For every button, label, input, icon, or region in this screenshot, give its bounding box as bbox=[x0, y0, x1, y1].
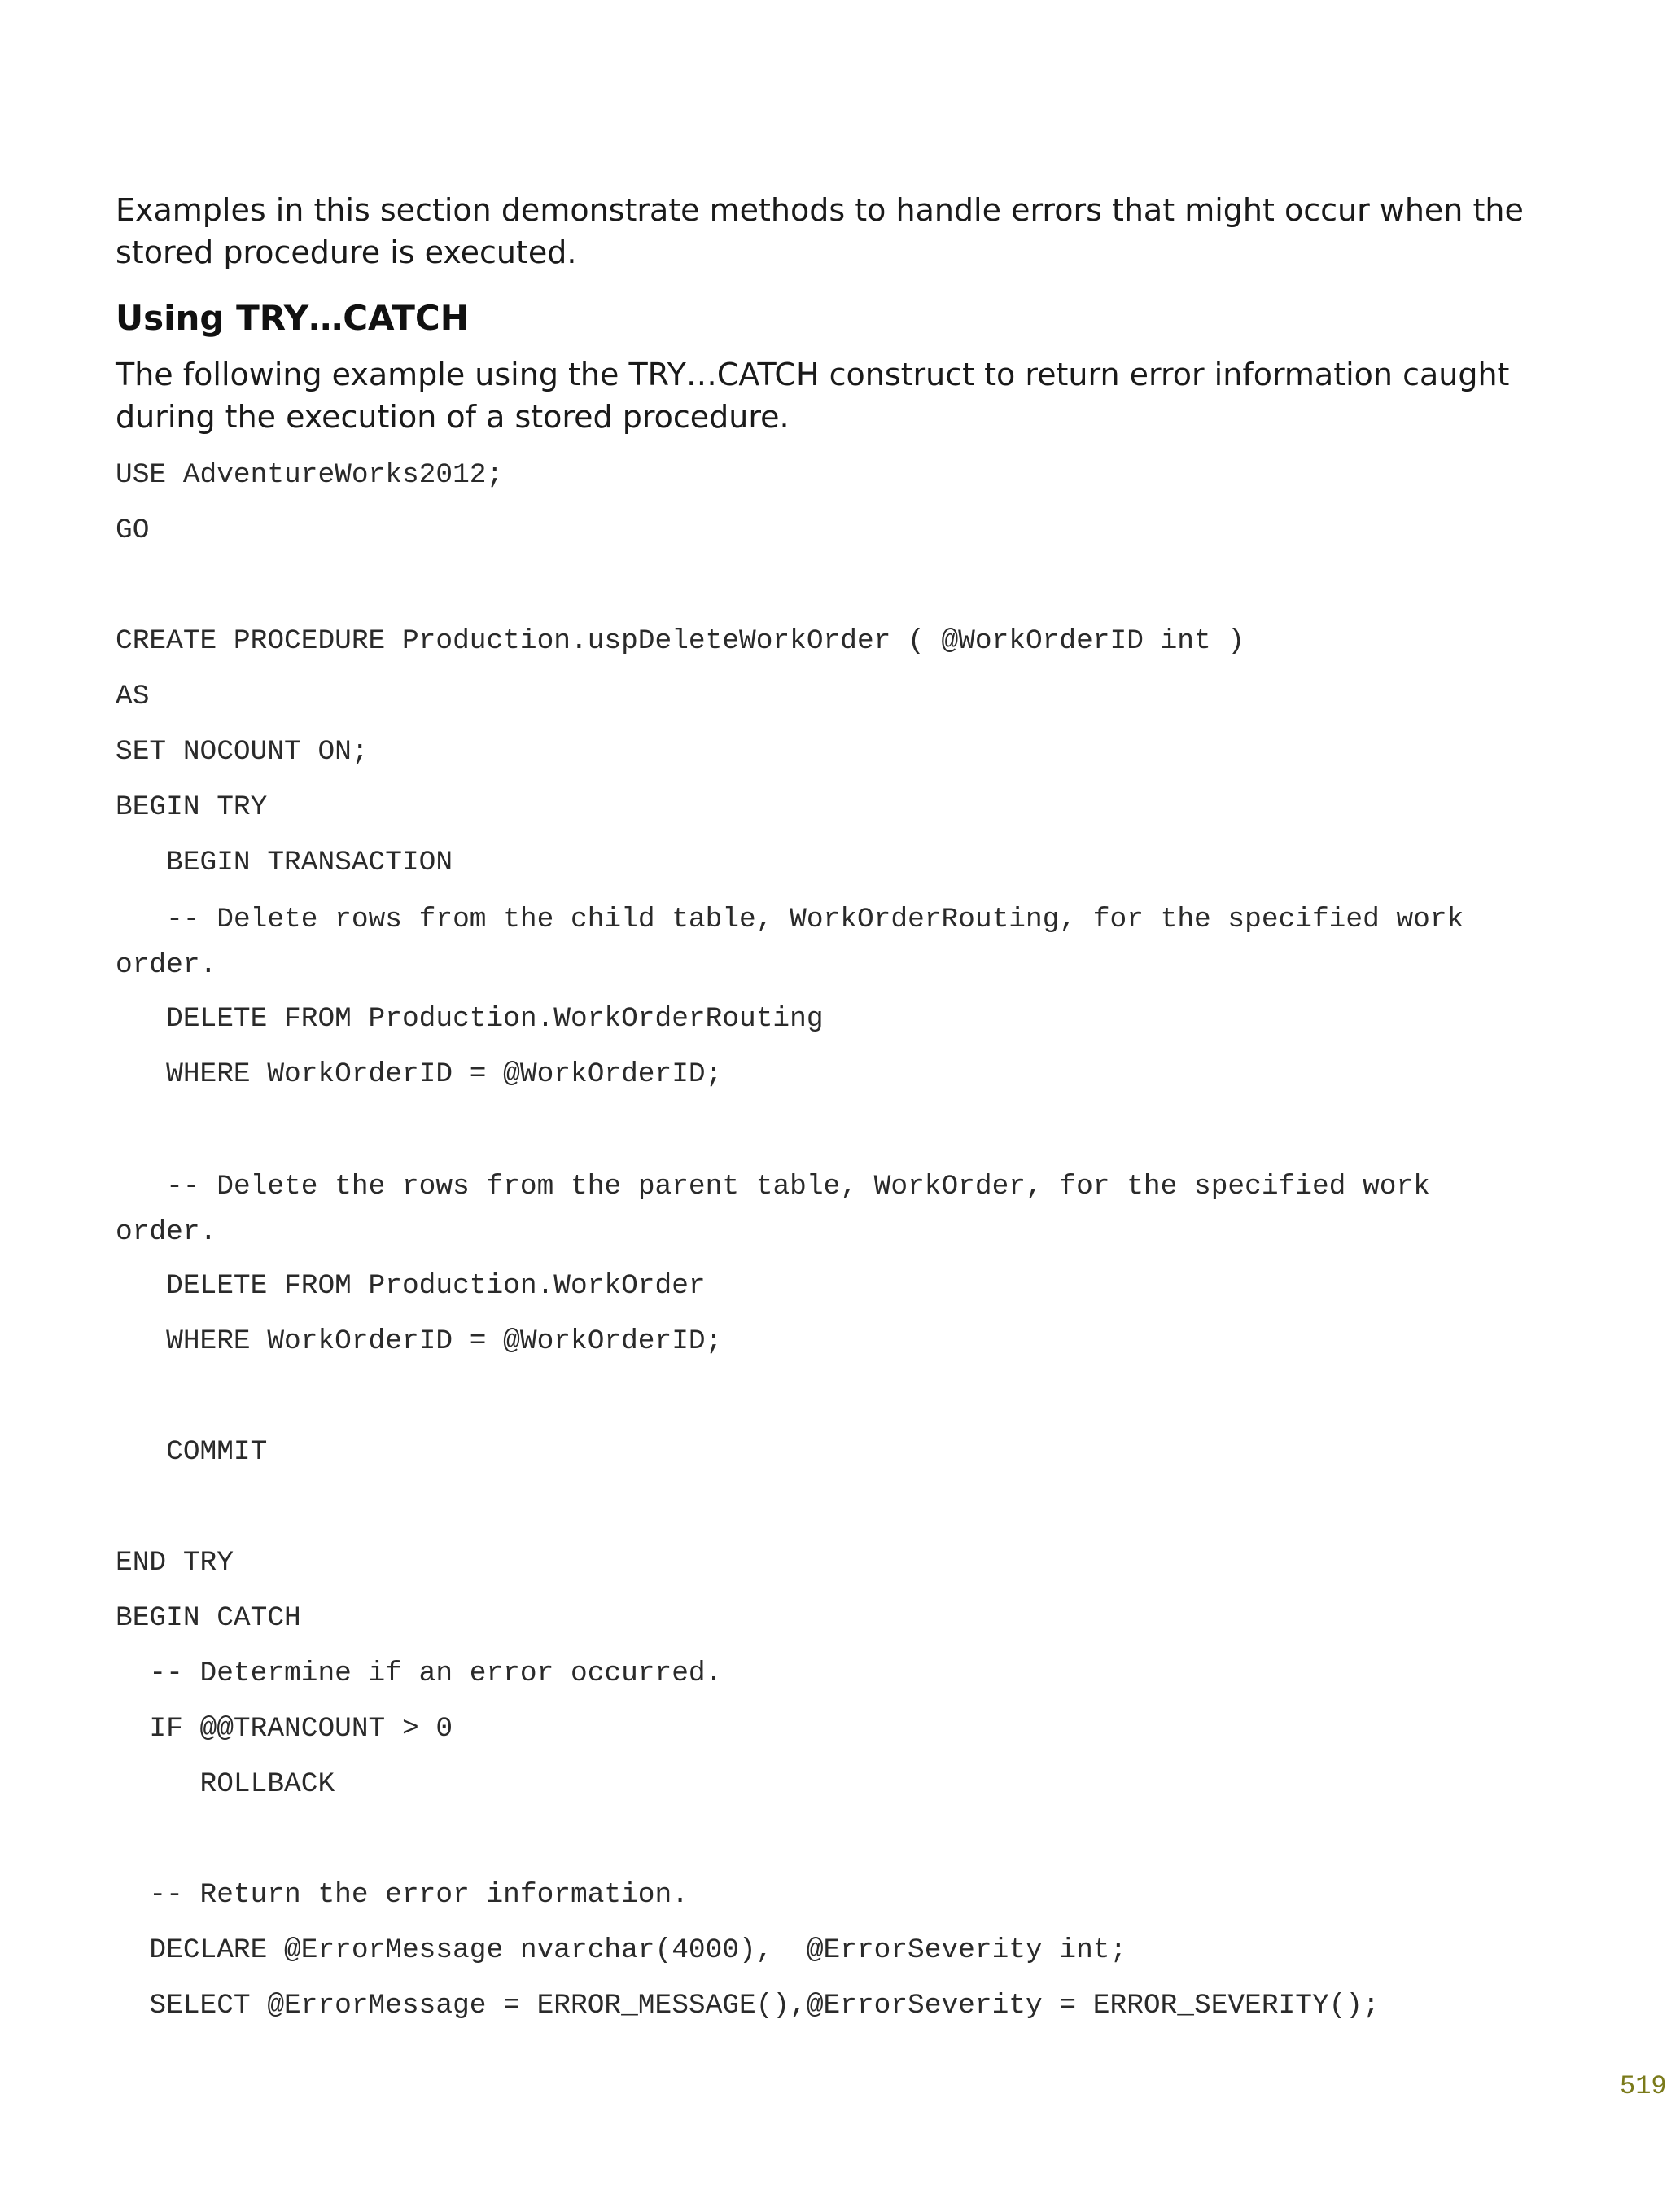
page-number: 519 bbox=[1620, 2071, 1667, 2101]
description-paragraph: The following example using the TRY…CATCH construct to return error information caught during the execution of a stored procedure. bbox=[116, 357, 1510, 435]
document-page bbox=[116, 0, 1667, 2212]
code-line: DELETE FROM Production.WorkOrderRouting bbox=[116, 1003, 824, 1035]
code-line: -- Return the error information. bbox=[116, 1879, 689, 1911]
code-line: GO bbox=[116, 515, 150, 546]
code-line: COMMIT bbox=[116, 1436, 268, 1468]
code-line: CREATE PROCEDURE Production.uspDeleteWorkOrder ( @WorkOrderID int ) bbox=[116, 625, 1245, 657]
code-line: BEGIN TRY bbox=[116, 791, 268, 823]
code-line bbox=[116, 565, 1548, 620]
code-line: DECLARE @ErrorMessage nvarchar(4000), @ErrorSeverity int; bbox=[116, 1934, 1127, 1966]
code-line: DELETE FROM Production.WorkOrder bbox=[116, 1270, 706, 1302]
intro-paragraph: Examples in this section demonstrate methods to handle errors that might occur when the stored procedure is executed. bbox=[116, 192, 1524, 270]
code-line: BEGIN CATCH bbox=[116, 1602, 301, 1634]
section-heading: Using TRY…CATCH bbox=[116, 298, 469, 338]
code-line: IF @@TRANCOUNT > 0 bbox=[116, 1713, 453, 1745]
code-line: BEGIN TRANSACTION bbox=[116, 847, 453, 878]
code-line: AS bbox=[116, 681, 150, 712]
code-line: WHERE WorkOrderID = @WorkOrderID; bbox=[116, 1058, 723, 1090]
code-line: USE AdventureWorks2012; bbox=[116, 459, 504, 491]
code-line bbox=[116, 1487, 1548, 1542]
code-line bbox=[116, 1109, 1548, 1164]
code-line bbox=[116, 1819, 1548, 1874]
code-line: END TRY bbox=[116, 1547, 234, 1579]
code-line: -- Delete rows from the child table, WorkOrderRouting, for the specified work order. bbox=[116, 904, 1481, 981]
code-line: WHERE WorkOrderID = @WorkOrderID; bbox=[116, 1325, 723, 1357]
code-line: -- Determine if an error occurred. bbox=[116, 1658, 723, 1689]
code-line: -- Delete the rows from the parent table, WorkOrder, for the specified work order. bbox=[116, 1171, 1447, 1248]
code-block bbox=[116, 454, 1548, 2040]
code-line: SET NOCOUNT ON; bbox=[116, 736, 369, 768]
code-line: ROLLBACK bbox=[116, 1768, 335, 1800]
code-line: SELECT @ErrorMessage = ERROR_MESSAGE(),@ErrorSeverity = ERROR_SEVERITY(); bbox=[116, 1990, 1380, 2021]
code-line bbox=[116, 1376, 1548, 1431]
